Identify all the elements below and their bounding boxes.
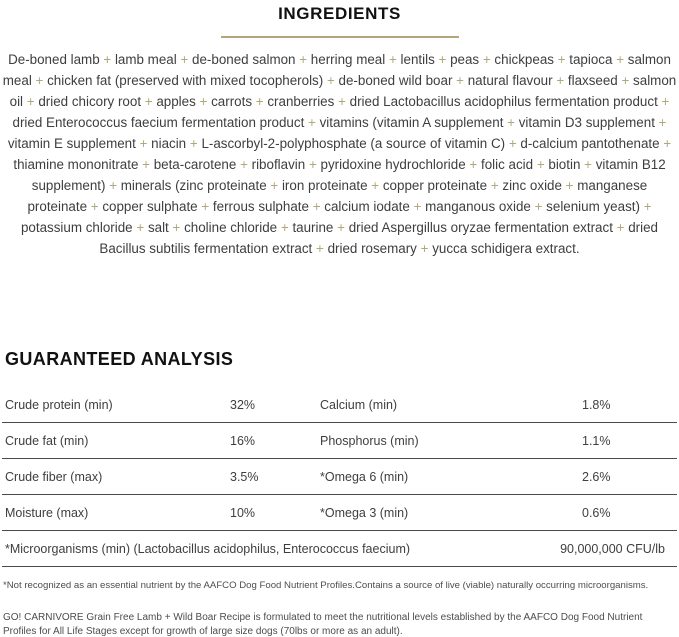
plus-separator-icon: + [482,52,491,67]
plus-separator-icon: + [508,136,517,151]
plus-separator-icon: + [388,52,397,67]
nutrient-label: Crude protein (min) [5,397,113,412]
plus-separator-icon: + [144,94,153,109]
table-row [2,459,677,495]
plus-separator-icon: + [255,94,264,109]
plus-separator-icon: + [172,220,181,235]
plus-separator-icon: + [420,241,429,256]
nutrient-label: *Microorganisms (min) (Lactobacillus acidophilus, Enterococcus faecium) [5,541,411,556]
plus-separator-icon: + [413,199,422,214]
nutrient-label: Phosphorus (min) [320,433,419,448]
plus-separator-icon: + [621,73,630,88]
formulation-statement: GO! CARNIVORE Grain Free Lamb + Wild Boar Recipe is formulated to meet the nutritional levels established by the AAFCO Dog Food Nutrient Profiles for All Life Stages except for growth of large size dogs (70lbs or more as an adult). [3,612,643,637]
plus-separator-icon: + [661,94,670,109]
plus-separator-icon: + [338,94,346,109]
ingredients-title: INGREDIENTS [278,4,401,23]
nutrient-value: 2.6% [582,469,611,484]
plus-separator-icon: + [308,157,317,172]
nutrient-value: 90,000,000 CFU/lb [560,541,665,556]
plus-separator-icon: + [270,178,279,193]
plus-separator-icon: + [643,199,652,214]
plus-separator-icon: + [584,157,592,172]
plus-separator-icon: + [240,157,248,172]
plus-separator-icon: + [326,73,335,88]
title-underline-rule [221,36,459,38]
nutrient-label: *Omega 6 (min) [320,469,409,484]
plus-separator-icon: + [371,178,380,193]
nutrient-label: Crude fat (min) [5,433,89,448]
plus-separator-icon: + [308,115,316,130]
plus-separator-icon: + [337,220,345,235]
plus-separator-icon: + [557,52,566,67]
table-row-microorganisms [2,531,677,567]
plus-separator-icon: + [189,136,198,151]
aafco-footnote: *Not recognized as an essential nutrient by the AAFCO Dog Food Nutrient Profiles.Contains a source of live (viable) naturally occurring microorganisms. [3,580,649,591]
nutrient-label: Calcium (min) [320,397,398,412]
plus-separator-icon: + [469,157,478,172]
table-row [2,423,677,459]
plus-separator-icon: + [103,52,112,67]
plus-separator-icon: + [90,199,99,214]
plus-separator-icon: + [316,241,324,256]
nutrient-value: 1.8% [582,397,611,412]
nutrient-label: *Omega 3 (min) [320,505,409,520]
plus-separator-icon: + [556,73,565,88]
nutrient-value: 3.5% [230,469,259,484]
plus-separator-icon: + [312,199,321,214]
nutrient-value: 10% [230,505,256,520]
plus-separator-icon: + [663,136,672,151]
plus-separator-icon: + [456,73,464,88]
nutrient-label: Moisture (max) [5,505,89,520]
plus-separator-icon: + [26,94,35,109]
table-row [2,495,677,531]
plus-separator-icon: + [534,199,543,214]
plus-separator-icon: + [490,178,499,193]
nutrient-value: 1.1% [582,433,611,448]
plus-separator-icon: + [658,115,667,130]
plus-separator-icon: + [35,73,44,88]
nutrient-value: 32% [230,397,256,412]
plus-separator-icon: + [565,178,574,193]
plus-separator-icon: + [142,157,150,172]
plus-separator-icon: + [536,157,545,172]
guaranteed-analysis-table [2,387,677,567]
nutrient-value: 0.6% [582,505,611,520]
plus-separator-icon: + [616,220,625,235]
plus-separator-icon: + [299,52,308,67]
plus-separator-icon: + [616,52,625,67]
ingredients-text: De-boned lamb + lamb meal + de-boned salmon + herring meal + lentils + peas + chickpeas + tapioca + salmon meal + chicken fat (preserved with mixed tocopherols) + de-boned wild boar + natural flavour + flaxseed + salmon oil + dried chicory root + apples + carrots + cranberries + dried Lactobacillus acidophilus fermentation product + dried Enterococcus faecium fermentation product + vitamins (vitamin A supplement + vitamin D3 supplement + vitamin E supplement + niacin + L-ascorbyl-2-polyphosphate (a source of vitamin C) + d-calcium pantothenate + thiamine mononitrate + beta-carotene + riboflavin + pyridoxine hydrochloride + folic acid + biotin + vitamin B12 supplement) + minerals (zinc proteinate + iron proteinate + copper proteinate + zinc oxide + manganese proteinate + copper sulphate + ferrous sulphate + calcium iodate + manganous oxide + selenium yeast) + potassium chloride + salt + choline chloride + taurine + dried Aspergillus oryzae fermentation extract + dried Bacillus subtilis fermentation extract + dried rosemary + yucca schidigera extract. [2,52,677,256]
guaranteed-analysis-title: GUARANTEED ANALYSIS [5,349,234,369]
nutrient-value: 16% [230,433,256,448]
plus-separator-icon: + [139,136,148,151]
nutrient-label: Crude fiber (max) [5,469,103,484]
plus-separator-icon: + [438,52,447,67]
table-row [2,387,677,423]
plus-separator-icon: + [199,94,208,109]
plus-separator-icon: + [280,220,289,235]
plus-separator-icon: + [180,52,189,67]
plus-separator-icon: + [201,199,210,214]
plus-separator-icon: + [507,115,515,130]
plus-separator-icon: + [136,220,145,235]
plus-separator-icon: + [109,178,118,193]
